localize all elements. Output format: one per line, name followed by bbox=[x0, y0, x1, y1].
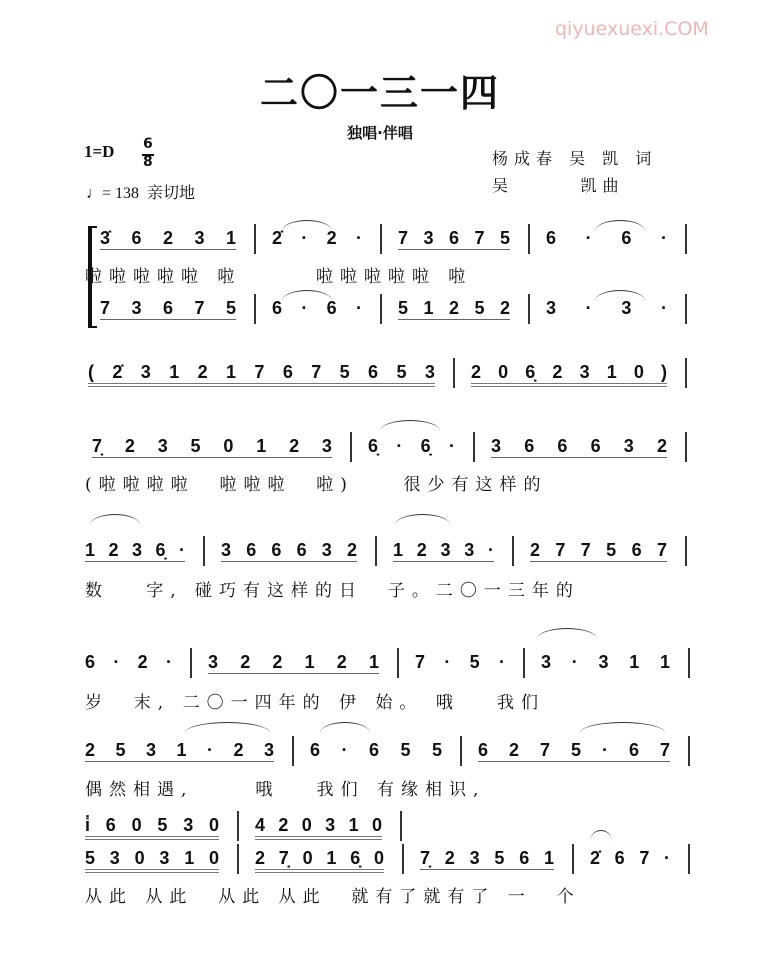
note: 2̇ bbox=[272, 228, 283, 248]
note: · bbox=[301, 228, 308, 248]
note: · bbox=[113, 652, 120, 672]
note: 2̇ bbox=[112, 362, 123, 382]
note: 7 bbox=[398, 228, 409, 248]
note: 3 bbox=[491, 436, 502, 456]
note: 1 bbox=[629, 652, 640, 672]
note: 1 bbox=[176, 740, 187, 760]
note: 0 bbox=[208, 848, 219, 868]
note: ) bbox=[660, 362, 667, 382]
barline bbox=[688, 844, 690, 874]
note: 2 bbox=[552, 362, 563, 382]
note: 0 bbox=[371, 815, 382, 835]
barline bbox=[292, 736, 294, 766]
note: 2 bbox=[444, 848, 455, 868]
measure bbox=[88, 362, 435, 387]
note: · bbox=[207, 740, 213, 760]
note: 3 bbox=[325, 815, 336, 835]
measure bbox=[85, 848, 219, 873]
note: · bbox=[355, 228, 362, 248]
slur bbox=[282, 220, 332, 231]
note: 3 bbox=[424, 362, 435, 382]
note: · bbox=[444, 652, 451, 672]
note: · bbox=[355, 298, 362, 318]
barline bbox=[528, 294, 530, 324]
note: · bbox=[661, 228, 667, 248]
note: 7 bbox=[415, 652, 426, 672]
slur bbox=[537, 628, 597, 639]
note: 6 bbox=[519, 848, 530, 868]
tempo-marking: ♩= 138 亲切地 bbox=[86, 185, 196, 202]
note: 6 bbox=[368, 362, 379, 382]
measure bbox=[420, 848, 554, 870]
note: 1 bbox=[256, 436, 267, 456]
note: 1 bbox=[226, 362, 237, 382]
note: 6 bbox=[614, 848, 625, 868]
note: 5 bbox=[474, 298, 485, 318]
note: 1 bbox=[423, 298, 434, 318]
note: 6 bbox=[272, 298, 283, 318]
composer-credit: 吴 凯曲 bbox=[492, 176, 625, 195]
note: 7 bbox=[194, 298, 205, 318]
barline bbox=[572, 844, 574, 874]
note: · bbox=[396, 436, 403, 456]
note: 7 bbox=[311, 362, 322, 382]
note: 5 bbox=[469, 652, 480, 672]
barline bbox=[190, 648, 192, 678]
note: 4 bbox=[255, 815, 266, 835]
lyrics-line: 从此 从此 从此 从此 就有了就有了 一 个 bbox=[85, 887, 581, 907]
lyricist-credit: 杨成春 吴 凯 词 bbox=[492, 149, 658, 168]
key-signature: 1=D bbox=[84, 142, 115, 161]
note: 2 bbox=[124, 436, 135, 456]
note: · bbox=[448, 436, 455, 456]
note: 5 bbox=[396, 362, 407, 382]
note: 3 bbox=[194, 228, 205, 248]
note: 1 bbox=[659, 652, 670, 672]
note: 1 bbox=[393, 540, 404, 560]
note: 5 bbox=[398, 298, 409, 318]
barline bbox=[688, 736, 690, 766]
barline bbox=[453, 358, 455, 388]
note: i̇ bbox=[85, 815, 91, 835]
note: 2 bbox=[656, 436, 667, 456]
note: 0 bbox=[373, 848, 384, 868]
note: 1 bbox=[85, 540, 96, 560]
lyrics-line: 偶然相遇, 哦 我们 有缘相识, bbox=[85, 780, 486, 800]
measure bbox=[100, 298, 236, 320]
note: 6̣ bbox=[350, 848, 361, 868]
measure bbox=[368, 436, 455, 457]
note: 7 bbox=[659, 740, 670, 760]
note: 5 bbox=[190, 436, 201, 456]
slur bbox=[185, 722, 270, 733]
note: 1 bbox=[606, 362, 617, 382]
note: 3 bbox=[546, 298, 557, 318]
note: 6 bbox=[271, 540, 282, 560]
note: 2 bbox=[272, 652, 283, 672]
note: · bbox=[663, 848, 670, 868]
slur bbox=[90, 514, 140, 525]
song-subtitle: 独唱·伴唱 bbox=[347, 124, 413, 142]
note: 2 bbox=[137, 652, 148, 672]
note: 5 bbox=[571, 740, 582, 760]
note: · bbox=[179, 540, 185, 560]
note: 2 bbox=[336, 652, 347, 672]
note: 1 bbox=[543, 848, 554, 868]
note: · bbox=[571, 652, 578, 672]
barline bbox=[685, 358, 687, 388]
measure bbox=[255, 848, 384, 873]
note: 2 bbox=[530, 540, 541, 560]
note: 0 bbox=[134, 848, 145, 868]
measure bbox=[208, 652, 379, 674]
measure bbox=[530, 540, 667, 562]
note: · bbox=[602, 740, 608, 760]
lyrics-line: 啦啦啦啦啦 啦 啦啦啦啦啦 啦 bbox=[85, 267, 473, 287]
barline bbox=[400, 811, 402, 841]
measure bbox=[221, 540, 357, 562]
barline bbox=[460, 736, 462, 766]
barline bbox=[237, 844, 239, 874]
note: 0 bbox=[131, 815, 142, 835]
barline bbox=[203, 536, 205, 566]
note: 2 bbox=[509, 740, 520, 760]
note: 3 bbox=[621, 298, 632, 318]
measure bbox=[100, 228, 236, 250]
barline bbox=[237, 811, 239, 841]
note: 3 bbox=[263, 740, 274, 760]
barline bbox=[685, 294, 687, 324]
measure bbox=[398, 228, 510, 250]
measure bbox=[85, 540, 185, 562]
note: · bbox=[661, 298, 667, 318]
note: 0 bbox=[302, 848, 313, 868]
slur bbox=[595, 290, 645, 301]
note: 0 bbox=[301, 815, 312, 835]
note: 2 bbox=[85, 740, 96, 760]
barline bbox=[402, 844, 404, 874]
note: 2 bbox=[346, 540, 357, 560]
note: 2 bbox=[278, 815, 289, 835]
note: 3 bbox=[146, 740, 157, 760]
note: · bbox=[165, 652, 172, 672]
lyrics-line: 岁 末, 二〇一四年的 伊 始。 哦 我们 bbox=[85, 693, 546, 713]
barline bbox=[254, 224, 256, 254]
note: 3 bbox=[131, 298, 142, 318]
barline bbox=[375, 536, 377, 566]
note: 6 bbox=[282, 362, 293, 382]
note: 5 bbox=[115, 740, 126, 760]
slur bbox=[395, 514, 450, 525]
note: 5 bbox=[494, 848, 505, 868]
barline bbox=[528, 224, 530, 254]
note: 3 bbox=[132, 540, 143, 560]
note: 1 bbox=[304, 652, 315, 672]
measure bbox=[398, 298, 510, 320]
note: 6̣ bbox=[420, 436, 431, 456]
measure bbox=[310, 740, 442, 761]
note: 3 bbox=[157, 436, 168, 456]
note: 3 bbox=[321, 540, 332, 560]
note: 6 bbox=[631, 540, 642, 560]
note: 6 bbox=[524, 436, 535, 456]
note: 6 bbox=[448, 228, 459, 248]
note: 2 bbox=[416, 540, 427, 560]
note: 2 bbox=[162, 228, 173, 248]
note: 7̣ bbox=[278, 848, 289, 868]
note: 5 bbox=[606, 540, 617, 560]
note: 6 bbox=[296, 540, 307, 560]
note: 1 bbox=[169, 362, 180, 382]
barline bbox=[523, 648, 525, 678]
measure bbox=[478, 740, 670, 762]
note: 7 bbox=[254, 362, 265, 382]
note: · bbox=[301, 298, 308, 318]
measure bbox=[415, 652, 505, 673]
measure bbox=[272, 228, 362, 249]
note: 6 bbox=[246, 540, 257, 560]
note: 5 bbox=[225, 298, 236, 318]
measure bbox=[541, 652, 670, 673]
note: 6 bbox=[478, 740, 489, 760]
note: 7 bbox=[474, 228, 485, 248]
note: 6 bbox=[310, 740, 321, 760]
note: 3 bbox=[321, 436, 332, 456]
slur bbox=[590, 830, 612, 841]
note: 2 bbox=[471, 362, 482, 382]
note: 6̣ bbox=[525, 362, 536, 382]
note: 3 bbox=[440, 540, 451, 560]
note: 7̣ bbox=[420, 848, 431, 868]
note: 6 bbox=[131, 228, 142, 248]
note: 7 bbox=[555, 540, 566, 560]
note: 7 bbox=[656, 540, 667, 560]
measure bbox=[471, 362, 667, 387]
barline bbox=[380, 294, 382, 324]
note: 2 bbox=[240, 652, 251, 672]
watermark: qiyuexuexi.COM bbox=[555, 18, 709, 40]
barline bbox=[685, 536, 687, 566]
note: · bbox=[498, 652, 505, 672]
slur bbox=[320, 722, 370, 733]
barline bbox=[380, 224, 382, 254]
measure bbox=[272, 298, 362, 319]
note: 2 bbox=[233, 740, 244, 760]
note: 2 bbox=[326, 228, 337, 248]
note: · bbox=[585, 228, 592, 248]
note: 1 bbox=[225, 228, 236, 248]
note: 5 bbox=[499, 228, 510, 248]
note: 3̇ bbox=[100, 228, 111, 248]
measure bbox=[85, 740, 274, 762]
note: · bbox=[488, 540, 494, 560]
note: 2 bbox=[255, 848, 266, 868]
note: 5 bbox=[431, 740, 442, 760]
note: 0 bbox=[223, 436, 234, 456]
time-signature-bottom: 8 bbox=[143, 154, 153, 170]
note: 6̣ bbox=[155, 540, 166, 560]
note: 2̇ bbox=[590, 848, 601, 868]
note: 1 bbox=[184, 848, 195, 868]
note: 3 bbox=[109, 848, 120, 868]
measure bbox=[393, 540, 494, 562]
note: 5 bbox=[400, 740, 411, 760]
barline bbox=[685, 432, 687, 462]
note: 3 bbox=[469, 848, 480, 868]
note: 6̣ bbox=[368, 436, 379, 456]
barline bbox=[688, 648, 690, 678]
note: 3 bbox=[423, 228, 434, 248]
note: 3 bbox=[623, 436, 634, 456]
note: 5 bbox=[157, 815, 168, 835]
barline bbox=[512, 536, 514, 566]
measure bbox=[85, 815, 219, 840]
note: 0 bbox=[208, 815, 219, 835]
song-title: 二〇一三一四 bbox=[259, 71, 500, 115]
note: 6 bbox=[628, 740, 639, 760]
measure bbox=[590, 848, 670, 869]
note: 3 bbox=[208, 652, 219, 672]
slur bbox=[380, 420, 440, 431]
measure bbox=[491, 436, 667, 458]
note: 6 bbox=[557, 436, 568, 456]
note: 6 bbox=[162, 298, 173, 318]
note: 6 bbox=[546, 228, 557, 248]
note: 3 bbox=[579, 362, 590, 382]
measure bbox=[546, 228, 667, 249]
note: 7̣ bbox=[92, 436, 103, 456]
note: ( bbox=[88, 362, 94, 382]
note: 6 bbox=[368, 740, 379, 760]
note: 6 bbox=[590, 436, 601, 456]
note: 2 bbox=[448, 298, 459, 318]
note: 1 bbox=[368, 652, 379, 672]
note: 7 bbox=[580, 540, 591, 560]
note: 2 bbox=[289, 436, 300, 456]
note: 2 bbox=[197, 362, 208, 382]
note: 7 bbox=[540, 740, 551, 760]
measure bbox=[255, 815, 382, 840]
note: 6 bbox=[621, 228, 632, 248]
note: 3 bbox=[464, 540, 475, 560]
note: 5 bbox=[339, 362, 350, 382]
note: 6 bbox=[85, 652, 96, 672]
note: 0 bbox=[633, 362, 644, 382]
note: 3 bbox=[159, 848, 170, 868]
lyrics-line: (啦啦啦啦 啦啦啦 啦) 很少有这样的 bbox=[85, 475, 548, 495]
barline bbox=[685, 224, 687, 254]
note: 0 bbox=[498, 362, 509, 382]
note: 5 bbox=[85, 848, 96, 868]
measure bbox=[92, 436, 332, 458]
note: 7 bbox=[639, 848, 650, 868]
slur bbox=[595, 220, 645, 231]
note: 3 bbox=[541, 652, 552, 672]
barline bbox=[473, 432, 475, 462]
note: · bbox=[585, 298, 592, 318]
barline bbox=[350, 432, 352, 462]
note: 2 bbox=[108, 540, 119, 560]
barline bbox=[254, 294, 256, 324]
barline bbox=[397, 648, 399, 678]
slur bbox=[282, 290, 332, 301]
lyrics-line: 数 字, 碰巧有这样的日 子。二〇一三年的 bbox=[85, 581, 580, 601]
note: 3 bbox=[221, 540, 232, 560]
note: 3 bbox=[140, 362, 151, 382]
measure bbox=[85, 652, 172, 673]
slur bbox=[580, 722, 665, 733]
time-signature-top: 6 bbox=[143, 136, 153, 152]
note: 6 bbox=[326, 298, 337, 318]
measure bbox=[546, 298, 667, 319]
note: · bbox=[341, 740, 348, 760]
note: 6 bbox=[105, 815, 116, 835]
note: 1 bbox=[326, 848, 337, 868]
note: 3 bbox=[598, 652, 609, 672]
note: 3 bbox=[183, 815, 194, 835]
note: 1 bbox=[348, 815, 359, 835]
note: 2 bbox=[499, 298, 510, 318]
note: 7 bbox=[100, 298, 111, 318]
